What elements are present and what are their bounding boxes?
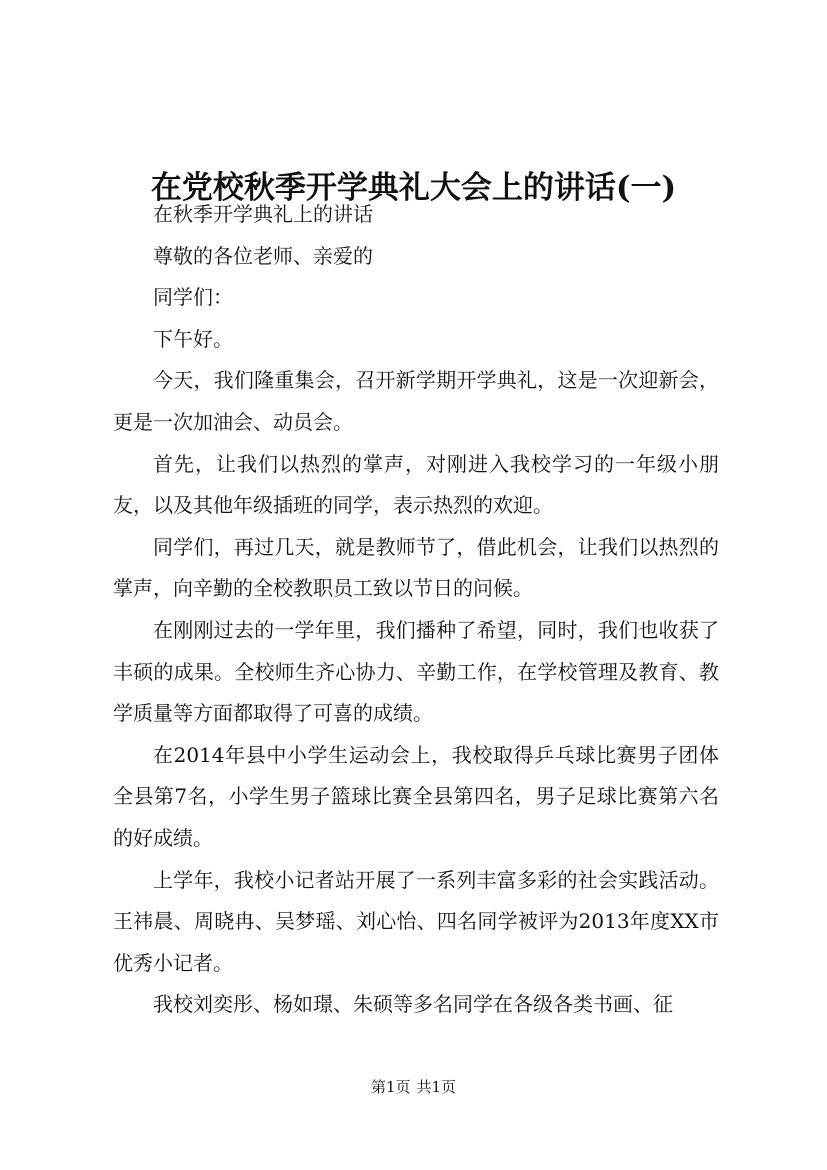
paragraph: 尊敬的各位老师、亲爱的 bbox=[153, 243, 373, 268]
paragraph: 今天，我们隆重集会，召开新学期开学典礼，这是一次迎新会，更是一次加油会、动员会。 bbox=[113, 368, 719, 434]
paragraph: 上学年，我校小记者站开展了一系列丰富多彩的社会实践活动。王祎晨、周晓冉、吴梦瑶、刘心怡、四名同学被评为2013年度XX市优秀小记者。 bbox=[113, 867, 719, 975]
paragraph: 在秋季开学典礼上的讲话 bbox=[153, 202, 373, 226]
paragraph: 同学们，再过几天，就是教师节了，借此机会，让我们以热烈的掌声，向辛勤的全校教职员工致以节日的问候。 bbox=[113, 534, 719, 601]
paragraph: 同学们： bbox=[153, 285, 233, 310]
document-title: 在党校秋季开学典礼大会上的讲话(一) bbox=[150, 169, 677, 206]
document-body bbox=[113, 194, 719, 1026]
paragraph: 下午好。 bbox=[153, 326, 233, 351]
page-footer bbox=[0, 1076, 827, 1098]
paragraph: 在刚刚过去的一学年里，我们播种了希望，同时，我们也收获了丰硕的成果。全校师生齐心协力、辛勤工作，在学校管理及教育、教学质量等方面都取得了可喜的成绩。 bbox=[113, 617, 719, 726]
page-number: 第1页 bbox=[370, 1078, 411, 1096]
page-total: 共1页 bbox=[416, 1078, 457, 1096]
paragraph: 首先，让我们以热烈的掌声，对刚进入我校学习的一年级小朋友，以及其他年级插班的同学，表示热烈的欢迎。 bbox=[113, 451, 719, 518]
paragraph: 我校刘奕彤、杨如璟、朱硕等多名同学在各级各类书画、征 bbox=[153, 992, 673, 1017]
paragraph: 在2014年县中小学生运动会上，我校取得乒乓球比赛男子团体全县第7名，小学生男子篮球比赛全县第四名，男子足球比赛第六名的好成绩。 bbox=[113, 742, 719, 850]
